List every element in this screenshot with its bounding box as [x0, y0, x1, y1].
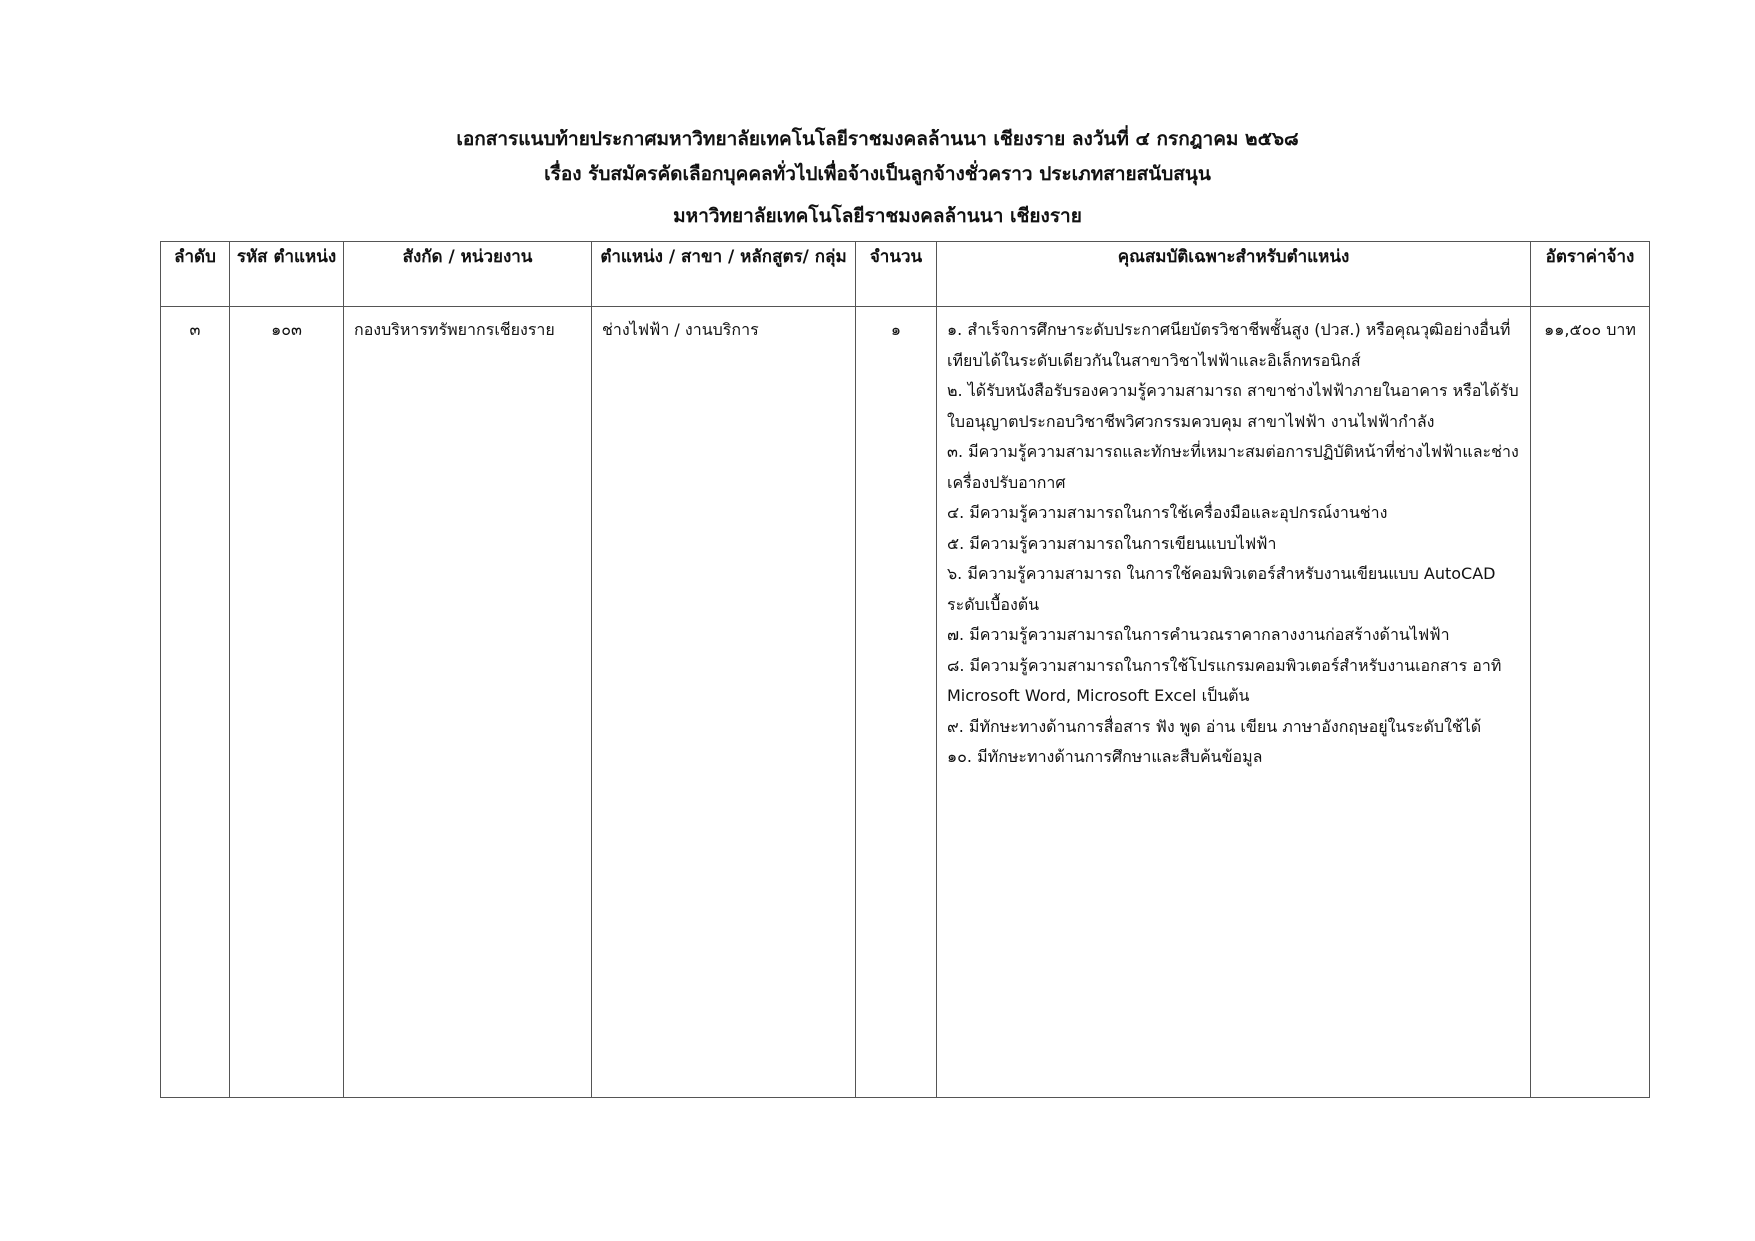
qualification-item: ๗. มีความรู้ความสามารถในการคำนวณราคากลางงานก่อสร้างด้านไฟฟ้า: [947, 625, 1450, 644]
cell-seq: ๓: [161, 307, 230, 1098]
qualification-item: ๘. มีความรู้ความสามารถในการใช้โปรแกรมคอมพิวเตอร์สำหรับงานเอกสาร อาทิ Microsoft Word, Microsoft Excel เป็นต้น: [947, 655, 1502, 705]
document-title-line1: เอกสารแนบท้ายประกาศมหาวิทยาลัยเทคโนโลยีราชมงคลล้านนา เชียงราย ลงวันที่ ๔ กรกฎาคม ๒๕๖๘: [456, 128, 1299, 150]
table-row: [161, 307, 1650, 1098]
qualification-item: ๑. สำเร็จการศึกษาระดับประกาศนียบัตรวิชาชีพชั้นสูง (ปวส.) หรือคุณวุฒิอย่างอื่นที่เทียบได้ในระดับเดียวกันในสาขาวิชาไฟฟ้าและอิเล็กทรอนิกส์: [947, 320, 1511, 370]
qualification-item: ๔. มีความรู้ความสามารถในการใช้เครื่องมือและอุปกรณ์งานช่าง: [947, 503, 1388, 522]
column-header-count: จำนวน: [856, 242, 937, 307]
document-title-line3: มหาวิทยาลัยเทคโนโลยีราชมงคลล้านนา เชียงราย: [673, 205, 1082, 227]
column-header-position: ตำแหน่ง / สาขา / หลักสูตร/ กลุ่ม: [592, 242, 856, 307]
qualification-item: ๕. มีความรู้ความสามารถในการเขียนแบบไฟฟ้า: [947, 533, 1277, 553]
column-header-qualifications: คุณสมบัติเฉพาะสำหรับตำแหน่ง: [937, 242, 1531, 307]
column-header-wage: อัตราค่าจ้าง: [1531, 242, 1650, 307]
qualification-item: ๓. มีความรู้ความสามารถและทักษะที่เหมาะสมต่อการปฏิบัติหน้าที่ช่างไฟฟ้าและช่างเครื่องปรับอากาศ: [947, 442, 1519, 492]
document-title-line2: เรื่อง รับสมัครคัดเลือกบุคคลทั่วไปเพื่อจ้างเป็นลูกจ้างชั่วคราว ประเภทสายสนับสนุน: [544, 163, 1211, 185]
cell-count: ๑: [856, 307, 937, 1098]
cell-department: กองบริหารทรัพยากรเชียงราย: [344, 307, 592, 1098]
qualification-item: ๒. ได้รับหนังสือรับรองความรู้ความสามารถ สาขาช่างไฟฟ้าภายในอาคาร หรือได้รับใบอนุญาตประกอบวิชาชีพวิศวกรรมควบคุม สาขาไฟฟ้า งานไฟฟ้ากำลัง: [947, 381, 1519, 431]
column-header-code: รหัส ตำแหน่ง: [230, 242, 344, 307]
cell-position: ช่างไฟฟ้า / งานบริการ: [592, 307, 856, 1098]
column-header-department: สังกัด / หน่วยงาน: [344, 242, 592, 307]
qualification-item: ๙. มีทักษะทางด้านการสื่อสาร ฟัง พูด อ่าน เขียน ภาษาอังกฤษอยู่ในระดับใช้ได้: [947, 716, 1482, 736]
qualification-item: ๖. มีความรู้ความสามารถ ในการใช้คอมพิวเตอร์สำหรับงานเขียนแบบ AutoCAD ระดับเบื้องต้น: [947, 564, 1496, 614]
cell-qualifications: [937, 307, 1531, 1098]
position-table: [160, 241, 1650, 1098]
column-header-seq: ลำดับ: [161, 242, 230, 307]
qualification-item: ๑๐. มีทักษะทางด้านการศึกษาและสืบค้นข้อมูล: [947, 747, 1263, 766]
cell-code: ๑๐๓: [230, 307, 344, 1098]
table-header-row: [161, 242, 1650, 307]
cell-wage: ๑๑,๕๐๐ บาท: [1531, 307, 1650, 1098]
